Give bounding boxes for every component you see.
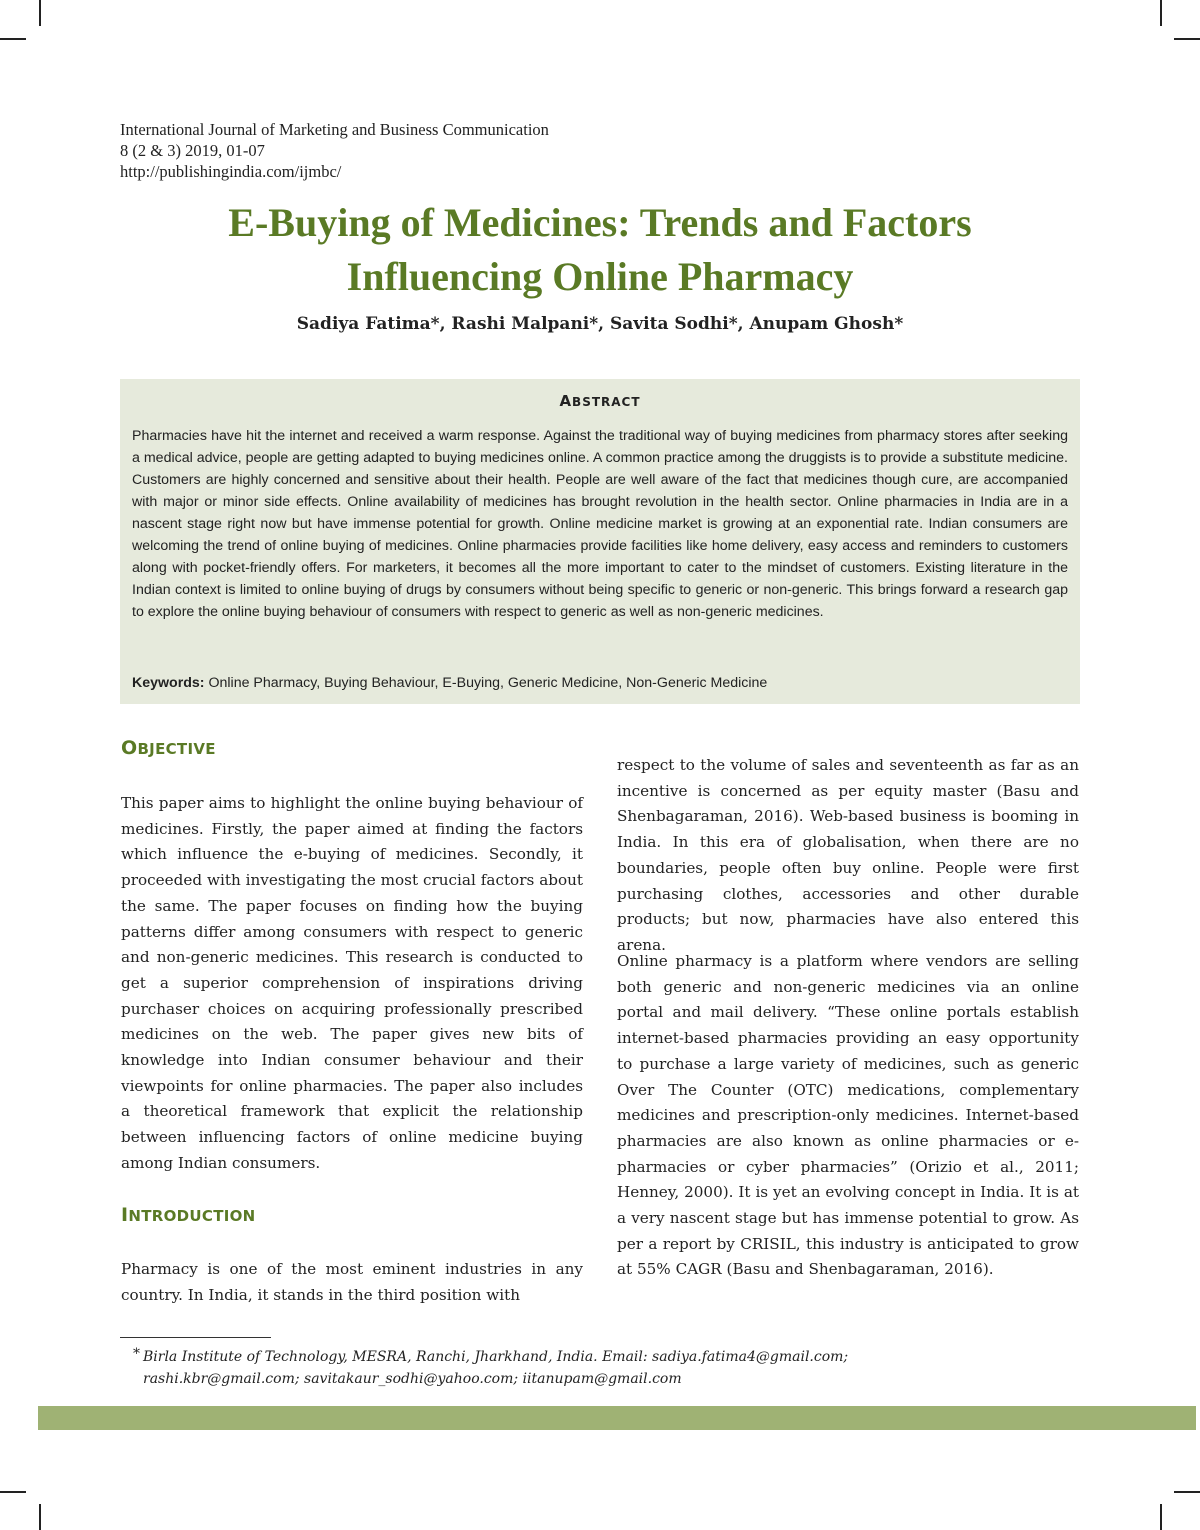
- right-column-paragraph-2: Online pharmacy is a platform where vendors are selling both generic and non-generic medicines via an online portal and mail delivery. “These online portals establish internet-based pharmacies providing an easy opportunity to purchase a large variety of medicines, such as generic Over The Counter (OTC) medications, complementary medicines and prescription-only medicines. Internet-based pharmacies are also known as online pharmacies or e-pharmacies or cyber pharmacies” (Orizio et al., 2011; Henney, 2000). It is yet an evolving concept in India. It is at a very nascent stage but has immense potential to grow. As per a report by CRISIL, this industry is anticipated to grow at 55% CAGR (Basu and Shenbagaraman, 2016).: [617, 952, 1079, 1279]
- crop-mark-top-right-v: [1160, 0, 1162, 26]
- bottom-color-bar: [38, 1406, 1196, 1430]
- journal-header: [120, 119, 549, 182]
- objective-text: This paper aims to highlight the online buying behaviour of medicines. Firstly, the paper aimed at finding the factors which influence the e-buying of medicines. Secondly, it proceeded with investigating the most crucial factors about the same. The paper focuses on finding how the buying patterns differ among consumers with respect to generic and non-generic medicines. This research is conducted to get a superior comprehension of inspirations driving purchaser choices on acquiring professionally prescribed medicines on the web. The paper gives new bits of knowledge into Indian consumer behaviour and their viewpoints for online pharmacies. The paper also includes a theoretical framework that explicit the relationship between influencing factors of online medicine buying among Indian consumers.: [121, 794, 583, 1172]
- abstract-text: Pharmacies have hit the internet and received a warm response. Against the traditional way of buying medicines from pharmacy stores after seeking a medical advice, people are getting adapted to buying medicines online. A common practice among the druggists is to provide a substitute medicine. Customers are highly concerned and sensitive about their health. People are well aware of the fact that medicines though cure, are accompanied with major or minor side effects. Online availability of medicines has brought revolution in the health sector. Online pharmacies in India are in a nascent stage right now but have immense potential for growth. Online medicine market is growing at an exponential rate. Indian consumers are welcoming the trend of online buying of medicines. Online pharmacies provide facilities like home delivery, easy access and reminders to customers along with pocket-friendly offers. For marketers, it becomes all the more important to cater to the mindset of customers. Existing literature in the Indian context is limited to online buying of drugs by consumers without being specific to generic or non-generic. This brings forward a research gap to explore the online buying behaviour of consumers with respect to generic as well as non-generic medicines.: [132, 428, 1068, 620]
- objective-heading: [121, 737, 216, 759]
- objective-heading-rest: BJECTIVE: [137, 740, 216, 758]
- journal-url[interactable]: http://publishingindia.com/ijmbc/: [120, 162, 342, 181]
- objective-heading-initial: O: [121, 737, 138, 759]
- crop-mark-bottom-right-h: [1174, 1491, 1200, 1493]
- introduction-heading-rest: NTRODUCTION: [128, 1207, 256, 1225]
- abstract-heading: [120, 392, 1080, 410]
- footnote-rule: [120, 1337, 271, 1338]
- crop-mark-top-left-h: [0, 38, 26, 40]
- footnote: [133, 1346, 849, 1390]
- crop-mark-top-right-h: [1174, 38, 1200, 40]
- title-line-1: E-Buying of Medicines: Trends and Factors: [228, 200, 972, 245]
- footnote-line-2: rashi.kbr@gmail.com; savitakaur_sodhi@yahoo.com; iitanupam@gmail.com: [143, 1371, 682, 1387]
- introduction-heading: [121, 1204, 256, 1226]
- paper-title: [0, 196, 1200, 304]
- crop-mark-top-left-v: [39, 0, 41, 26]
- right-column-paragraph-1: respect to the volume of sales and seventeenth as far as an incentive is concerned as per equity master (Basu and Shenbagaraman, 2016). Web-based business is booming in India. In this era of globalisation, when there are no boundaries, people often buy online. People were first purchasing clothes, accessories and other durable products; but now, pharmacies have also entered this arena.: [617, 756, 1079, 954]
- abstract-heading-rest: BSTRACT: [572, 395, 641, 409]
- keywords-label: Keywords:: [132, 675, 205, 691]
- journal-issue: 8 (2 & 3) 2019, 01-07: [120, 141, 265, 160]
- introduction-text: Pharmacy is one of the most eminent industries in any country. In India, it stands in the third position with: [121, 1260, 583, 1304]
- keywords: [132, 675, 1068, 691]
- keywords-list: Online Pharmacy, Buying Behaviour, E-Buying, Generic Medicine, Non-Generic Medicine: [204, 675, 768, 691]
- introduction-heading-initial: I: [121, 1204, 129, 1226]
- footnote-marker: *: [133, 1346, 140, 1362]
- journal-name: International Journal of Marketing and Business Communication: [120, 120, 549, 139]
- abstract-heading-initial: A: [559, 392, 573, 410]
- abstract-box: [120, 379, 1080, 704]
- crop-mark-bottom-left-v: [39, 1504, 41, 1530]
- authors: Sadiya Fatima*, Rashi Malpani*, Savita Sodhi*, Anupam Ghosh*: [296, 314, 904, 334]
- title-line-2: Influencing Online Pharmacy: [346, 254, 854, 299]
- footnote-line-1: Birla Institute of Technology, MESRA, Ranchi, Jharkhand, India. Email: sadiya.fatima4@gmail.com;: [143, 1349, 849, 1365]
- crop-mark-bottom-left-h: [0, 1491, 26, 1493]
- crop-mark-bottom-right-v: [1160, 1504, 1162, 1530]
